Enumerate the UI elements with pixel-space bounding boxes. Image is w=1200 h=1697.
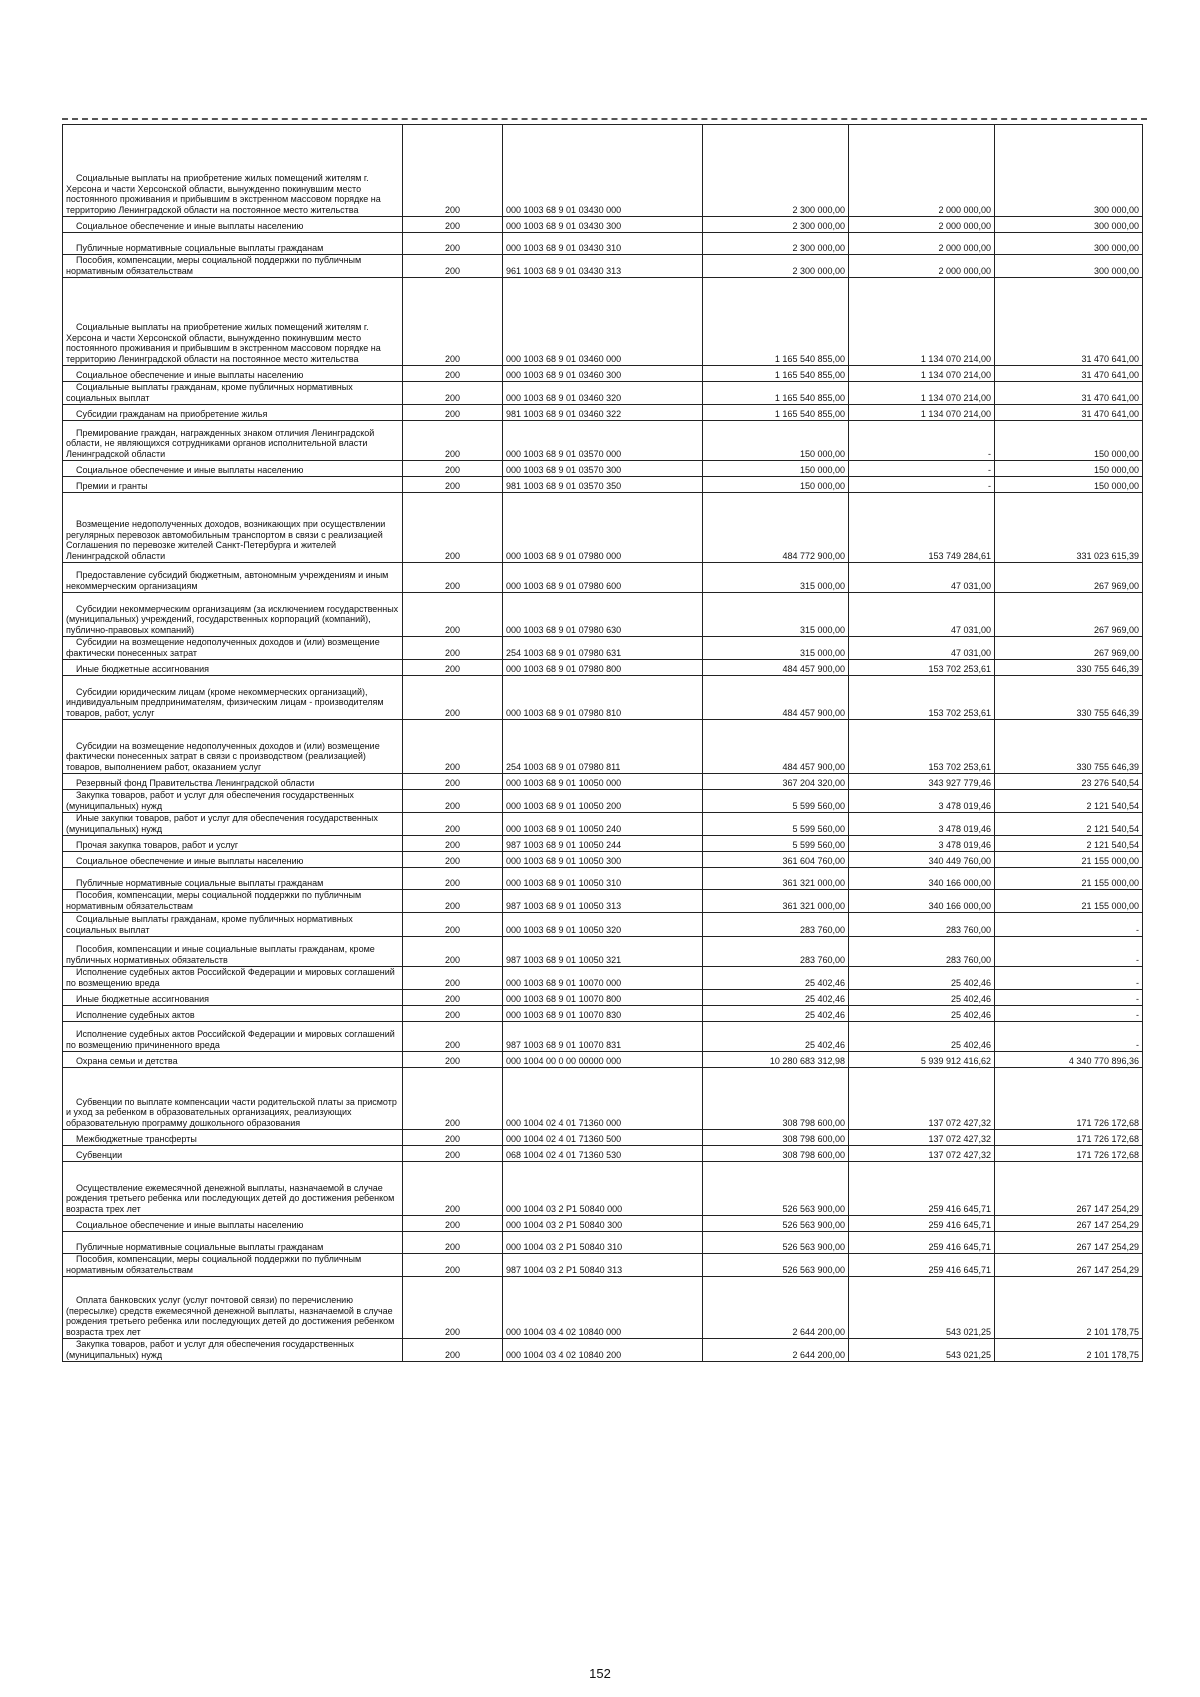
- classification-code-cell: 000 1004 03 4 02 10840 000: [503, 1277, 703, 1339]
- classification-code-cell: 000 1004 03 2 P1 50840 310: [503, 1232, 703, 1254]
- approved-amount-cell: 10 280 683 312,98: [703, 1052, 849, 1068]
- unexecuted-amount-cell: -: [995, 967, 1143, 990]
- unexecuted-amount-cell: 331 023 615,39: [995, 493, 1143, 563]
- approved-amount-cell: 367 204 320,00: [703, 774, 849, 790]
- approved-amount-cell: 25 402,46: [703, 1022, 849, 1052]
- classification-code-cell: 981 1003 68 9 01 03460 322: [503, 405, 703, 421]
- table-row: [63, 660, 1143, 676]
- row-name-cell: Осуществление ежемесячной денежной выплаты, назначаемой в случае рождения третьего ребенка или последующих детей до достижения ребенком возраста трех лет: [63, 1162, 403, 1216]
- unexecuted-amount-cell: 21 155 000,00: [995, 890, 1143, 913]
- table-row: [63, 990, 1143, 1006]
- unexecuted-amount-cell: 300 000,00: [995, 233, 1143, 255]
- row-name-cell: Возмещение недополученных доходов, возникающих при осуществлении регулярных перевозок автомобильным транспортом в связи с реализацией Соглашения по перевозке жителей Санкт-Петербурга и жителей Ленинградской области: [63, 493, 403, 563]
- unexecuted-amount-cell: 2 121 540,54: [995, 790, 1143, 813]
- row-name-cell: Субвенции по выплате компенсации части родительской платы за присмотр и уход за ребенком в образовательных организациях, реализующих образовательную программу дошкольного образования: [63, 1068, 403, 1130]
- table-row: [63, 790, 1143, 813]
- row-name-cell: Исполнение судебных актов: [63, 1006, 403, 1022]
- row-name-cell: Иные бюджетные ассигнования: [63, 990, 403, 1006]
- executed-amount-cell: 3 478 019,46: [849, 790, 995, 813]
- row-name-cell: Публичные нормативные социальные выплаты гражданам: [63, 868, 403, 890]
- row-name-cell: Исполнение судебных актов Российской Федерации и мировых соглашений по возмещению причиненного вреда: [63, 1022, 403, 1052]
- approved-amount-cell: 315 000,00: [703, 563, 849, 593]
- executed-amount-cell: 47 031,00: [849, 563, 995, 593]
- approved-amount-cell: 25 402,46: [703, 967, 849, 990]
- row-code-cell: 200: [403, 676, 503, 720]
- executed-amount-cell: 543 021,25: [849, 1339, 995, 1362]
- row-name-cell: Социальное обеспечение и иные выплаты населению: [63, 366, 403, 382]
- unexecuted-amount-cell: 21 155 000,00: [995, 852, 1143, 868]
- row-code-cell: 200: [403, 1339, 503, 1362]
- row-name-cell: Прочая закупка товаров, работ и услуг: [63, 836, 403, 852]
- approved-amount-cell: 1 165 540 855,00: [703, 366, 849, 382]
- row-name-cell: Исполнение судебных актов Российской Федерации и мировых соглашений по возмещению вреда: [63, 967, 403, 990]
- unexecuted-amount-cell: 171 726 172,68: [995, 1068, 1143, 1130]
- executed-amount-cell: 259 416 645,71: [849, 1232, 995, 1254]
- classification-code-cell: 254 1003 68 9 01 07980 811: [503, 720, 703, 774]
- executed-amount-cell: 259 416 645,71: [849, 1162, 995, 1216]
- executed-amount-cell: 153 702 253,61: [849, 720, 995, 774]
- row-code-cell: 200: [403, 217, 503, 233]
- row-name-cell: Межбюджетные трансферты: [63, 1130, 403, 1146]
- unexecuted-amount-cell: 267 969,00: [995, 637, 1143, 660]
- row-code-cell: 200: [403, 1146, 503, 1162]
- row-code-cell: 200: [403, 477, 503, 493]
- classification-code-cell: 000 1003 68 9 01 10070 800: [503, 990, 703, 1006]
- unexecuted-amount-cell: 23 276 540,54: [995, 774, 1143, 790]
- unexecuted-amount-cell: 31 470 641,00: [995, 382, 1143, 405]
- row-code-cell: 200: [403, 125, 503, 217]
- approved-amount-cell: 315 000,00: [703, 637, 849, 660]
- unexecuted-amount-cell: 330 755 646,39: [995, 660, 1143, 676]
- executed-amount-cell: 2 000 000,00: [849, 255, 995, 278]
- row-code-cell: 200: [403, 890, 503, 913]
- unexecuted-amount-cell: 330 755 646,39: [995, 720, 1143, 774]
- executed-amount-cell: 153 749 284,61: [849, 493, 995, 563]
- executed-amount-cell: 259 416 645,71: [849, 1216, 995, 1232]
- approved-amount-cell: 5 599 560,00: [703, 813, 849, 836]
- row-code-cell: 200: [403, 421, 503, 461]
- table-row: [63, 593, 1143, 637]
- row-name-cell: Оплата банковских услуг (услуг почтовой связи) по перечислению (пересылке) средств ежемесячной денежной выплаты, назначаемой в случае рождения третьего ребенка или последующих детей до достижения ребенком возраста трех лет: [63, 1277, 403, 1339]
- row-name-cell: Социальные выплаты гражданам, кроме публичных нормативных социальных выплат: [63, 382, 403, 405]
- row-code-cell: 200: [403, 382, 503, 405]
- classification-code-cell: 000 1003 68 9 01 07980 000: [503, 493, 703, 563]
- row-name-cell: Резервный фонд Правительства Ленинградской области: [63, 774, 403, 790]
- classification-code-cell: 000 1003 68 9 01 10050 200: [503, 790, 703, 813]
- row-code-cell: 200: [403, 493, 503, 563]
- approved-amount-cell: 2 300 000,00: [703, 125, 849, 217]
- unexecuted-amount-cell: 267 147 254,29: [995, 1232, 1143, 1254]
- row-code-cell: 200: [403, 1216, 503, 1232]
- unexecuted-amount-cell: 300 000,00: [995, 255, 1143, 278]
- row-name-cell: Субсидии юридическим лицам (кроме некоммерческих организаций), индивидуальным предпринимателям, физическим лицам - производителям товаров, работ, услуг: [63, 676, 403, 720]
- table-row: [63, 774, 1143, 790]
- table-row: [63, 1052, 1143, 1068]
- row-name-cell: Премирование граждан, награжденных знаком отличия Ленинградской области, не являющихся сотрудниками органов исполнительной власти Ленинградской области: [63, 421, 403, 461]
- classification-code-cell: 987 1003 68 9 01 10050 313: [503, 890, 703, 913]
- classification-code-cell: 000 1004 03 4 02 10840 200: [503, 1339, 703, 1362]
- unexecuted-amount-cell: 330 755 646,39: [995, 676, 1143, 720]
- row-name-cell: Пособия, компенсации, меры социальной поддержки по публичным нормативным обязательствам: [63, 255, 403, 278]
- row-name-cell: Субсидии гражданам на приобретение жилья: [63, 405, 403, 421]
- approved-amount-cell: 526 563 900,00: [703, 1254, 849, 1277]
- table-row: [63, 1146, 1143, 1162]
- classification-code-cell: 000 1003 68 9 01 10070 000: [503, 967, 703, 990]
- table-row: [63, 967, 1143, 990]
- row-code-cell: 200: [403, 913, 503, 937]
- classification-code-cell: 987 1003 68 9 01 10070 831: [503, 1022, 703, 1052]
- classification-code-cell: 254 1003 68 9 01 07980 631: [503, 637, 703, 660]
- row-code-cell: 200: [403, 836, 503, 852]
- classification-code-cell: 000 1003 68 9 01 07980 600: [503, 563, 703, 593]
- unexecuted-amount-cell: 267 147 254,29: [995, 1162, 1143, 1216]
- table-row: [63, 421, 1143, 461]
- executed-amount-cell: 47 031,00: [849, 637, 995, 660]
- approved-amount-cell: 1 165 540 855,00: [703, 405, 849, 421]
- classification-code-cell: 000 1003 68 9 01 10050 300: [503, 852, 703, 868]
- row-code-cell: 200: [403, 461, 503, 477]
- table-row: [63, 890, 1143, 913]
- budget-execution-table: [62, 124, 1143, 1362]
- executed-amount-cell: 3 478 019,46: [849, 836, 995, 852]
- unexecuted-amount-cell: 31 470 641,00: [995, 366, 1143, 382]
- executed-amount-cell: 153 702 253,61: [849, 660, 995, 676]
- table-row: [63, 366, 1143, 382]
- row-name-cell: Субсидии на возмещение недополученных доходов и (или) возмещение фактически понесенных затрат: [63, 637, 403, 660]
- executed-amount-cell: 1 134 070 214,00: [849, 366, 995, 382]
- classification-code-cell: 000 1003 68 9 01 03460 000: [503, 278, 703, 366]
- row-name-cell: Публичные нормативные социальные выплаты гражданам: [63, 1232, 403, 1254]
- approved-amount-cell: 25 402,46: [703, 990, 849, 1006]
- approved-amount-cell: 1 165 540 855,00: [703, 382, 849, 405]
- table-row: [63, 1216, 1143, 1232]
- unexecuted-amount-cell: 31 470 641,00: [995, 405, 1143, 421]
- table-row: [63, 233, 1143, 255]
- approved-amount-cell: 2 300 000,00: [703, 233, 849, 255]
- unexecuted-amount-cell: 171 726 172,68: [995, 1146, 1143, 1162]
- table-row: [63, 1339, 1143, 1362]
- row-name-cell: Социальные выплаты на приобретение жилых помещений жителям г. Херсона и части Херсонской области, вынужденно покинувшим место постоянного проживания и прибывшим в экстренном массовом порядке на территорию Ленинградской области на постоянное место жительства: [63, 278, 403, 366]
- table-row: [63, 937, 1143, 967]
- classification-code-cell: 000 1003 68 9 01 03430 310: [503, 233, 703, 255]
- approved-amount-cell: 25 402,46: [703, 1006, 849, 1022]
- approved-amount-cell: 315 000,00: [703, 593, 849, 637]
- approved-amount-cell: 484 457 900,00: [703, 720, 849, 774]
- approved-amount-cell: 150 000,00: [703, 421, 849, 461]
- row-name-cell: Охрана семьи и детства: [63, 1052, 403, 1068]
- classification-code-cell: 987 1004 03 2 P1 50840 313: [503, 1254, 703, 1277]
- row-code-cell: 200: [403, 1162, 503, 1216]
- table-row: [63, 1130, 1143, 1146]
- approved-amount-cell: 150 000,00: [703, 461, 849, 477]
- classification-code-cell: 000 1003 68 9 01 10050 310: [503, 868, 703, 890]
- classification-code-cell: 000 1003 68 9 01 10050 320: [503, 913, 703, 937]
- table-row: [63, 1068, 1143, 1130]
- row-code-cell: 200: [403, 660, 503, 676]
- row-code-cell: 200: [403, 1254, 503, 1277]
- row-name-cell: Закупка товаров, работ и услуг для обеспечения государственных (муниципальных) нужд: [63, 790, 403, 813]
- table-row: [63, 836, 1143, 852]
- row-code-cell: 200: [403, 637, 503, 660]
- classification-code-cell: 000 1003 68 9 01 07980 800: [503, 660, 703, 676]
- row-code-cell: 200: [403, 1130, 503, 1146]
- classification-code-cell: 000 1004 00 0 00 00000 000: [503, 1052, 703, 1068]
- unexecuted-amount-cell: 300 000,00: [995, 217, 1143, 233]
- table-row: [63, 1277, 1143, 1339]
- table-row: [63, 637, 1143, 660]
- row-name-cell: Иные бюджетные ассигнования: [63, 660, 403, 676]
- table-row: [63, 1006, 1143, 1022]
- row-code-cell: 200: [403, 1052, 503, 1068]
- row-name-cell: Субвенции: [63, 1146, 403, 1162]
- executed-amount-cell: 25 402,46: [849, 990, 995, 1006]
- executed-amount-cell: 2 000 000,00: [849, 125, 995, 217]
- row-code-cell: 200: [403, 990, 503, 1006]
- row-code-cell: 200: [403, 967, 503, 990]
- row-name-cell: Иные закупки товаров, работ и услуг для обеспечения государственных (муниципальных) нужд: [63, 813, 403, 836]
- row-code-cell: 200: [403, 1232, 503, 1254]
- unexecuted-amount-cell: 267 147 254,29: [995, 1216, 1143, 1232]
- row-code-cell: 200: [403, 366, 503, 382]
- row-name-cell: Социальное обеспечение и иные выплаты населению: [63, 217, 403, 233]
- unexecuted-amount-cell: -: [995, 937, 1143, 967]
- approved-amount-cell: 484 772 900,00: [703, 493, 849, 563]
- executed-amount-cell: 137 072 427,32: [849, 1130, 995, 1146]
- table-row: [63, 217, 1143, 233]
- executed-amount-cell: 1 134 070 214,00: [849, 278, 995, 366]
- row-name-cell: Субсидии на возмещение недополученных доходов и (или) возмещение фактически понесенных затрат в связи с производством (реализацией) товаров, выполнением работ, оказанием услуг: [63, 720, 403, 774]
- row-code-cell: 200: [403, 852, 503, 868]
- table-row: [63, 1022, 1143, 1052]
- unexecuted-amount-cell: 21 155 000,00: [995, 868, 1143, 890]
- approved-amount-cell: 150 000,00: [703, 477, 849, 493]
- unexecuted-amount-cell: 150 000,00: [995, 461, 1143, 477]
- table-row: [63, 676, 1143, 720]
- approved-amount-cell: 484 457 900,00: [703, 660, 849, 676]
- executed-amount-cell: 340 166 000,00: [849, 890, 995, 913]
- table-row: [63, 382, 1143, 405]
- row-name-cell: Пособия, компенсации, меры социальной поддержки по публичным нормативным обязательствам: [63, 890, 403, 913]
- page-number: 152: [589, 1666, 611, 1681]
- approved-amount-cell: 361 321 000,00: [703, 868, 849, 890]
- unexecuted-amount-cell: 2 101 178,75: [995, 1277, 1143, 1339]
- row-name-cell: Социальные выплаты на приобретение жилых помещений жителям г. Херсона и части Херсонской области, вынужденно покинувшим место постоянного проживания и прибывшим в экстренном массовом порядке на территорию Ленинградской области на постоянное место жительства: [63, 125, 403, 217]
- classification-code-cell: 000 1003 68 9 01 03570 000: [503, 421, 703, 461]
- unexecuted-amount-cell: 2 101 178,75: [995, 1339, 1143, 1362]
- classification-code-cell: 068 1004 02 4 01 71360 530: [503, 1146, 703, 1162]
- row-code-cell: 200: [403, 278, 503, 366]
- classification-code-cell: 000 1003 68 9 01 07980 630: [503, 593, 703, 637]
- classification-code-cell: 000 1003 68 9 01 03460 300: [503, 366, 703, 382]
- unexecuted-amount-cell: 150 000,00: [995, 421, 1143, 461]
- executed-amount-cell: -: [849, 477, 995, 493]
- table-row: [63, 913, 1143, 937]
- executed-amount-cell: 543 021,25: [849, 1277, 995, 1339]
- classification-code-cell: 987 1003 68 9 01 10050 244: [503, 836, 703, 852]
- executed-amount-cell: 283 760,00: [849, 913, 995, 937]
- approved-amount-cell: 484 457 900,00: [703, 676, 849, 720]
- table-row: [63, 477, 1143, 493]
- executed-amount-cell: 1 134 070 214,00: [849, 405, 995, 421]
- approved-amount-cell: 283 760,00: [703, 913, 849, 937]
- row-code-cell: 200: [403, 1277, 503, 1339]
- executed-amount-cell: 25 402,46: [849, 1006, 995, 1022]
- row-code-cell: 200: [403, 868, 503, 890]
- row-code-cell: 200: [403, 563, 503, 593]
- table-row: [63, 563, 1143, 593]
- executed-amount-cell: 1 134 070 214,00: [849, 382, 995, 405]
- row-code-cell: 200: [403, 790, 503, 813]
- approved-amount-cell: 2 644 200,00: [703, 1277, 849, 1339]
- table-row: [63, 493, 1143, 563]
- approved-amount-cell: 283 760,00: [703, 937, 849, 967]
- table-row: [63, 720, 1143, 774]
- approved-amount-cell: 1 165 540 855,00: [703, 278, 849, 366]
- row-name-cell: Социальное обеспечение и иные выплаты населению: [63, 1216, 403, 1232]
- executed-amount-cell: 5 939 912 416,62: [849, 1052, 995, 1068]
- executed-amount-cell: 340 166 000,00: [849, 868, 995, 890]
- unexecuted-amount-cell: 31 470 641,00: [995, 278, 1143, 366]
- row-name-cell: Пособия, компенсации, меры социальной поддержки по публичным нормативным обязательствам: [63, 1254, 403, 1277]
- classification-code-cell: 987 1003 68 9 01 10050 321: [503, 937, 703, 967]
- classification-code-cell: 000 1003 68 9 01 10050 000: [503, 774, 703, 790]
- unexecuted-amount-cell: 267 969,00: [995, 563, 1143, 593]
- executed-amount-cell: 25 402,46: [849, 1022, 995, 1052]
- table-row: [63, 461, 1143, 477]
- row-name-cell: Публичные нормативные социальные выплаты гражданам: [63, 233, 403, 255]
- table-row: [63, 405, 1143, 421]
- executed-amount-cell: 153 702 253,61: [849, 676, 995, 720]
- unexecuted-amount-cell: 267 969,00: [995, 593, 1143, 637]
- approved-amount-cell: 2 300 000,00: [703, 255, 849, 278]
- executed-amount-cell: 343 927 779,46: [849, 774, 995, 790]
- table-row: [63, 278, 1143, 366]
- row-code-cell: 200: [403, 405, 503, 421]
- classification-code-cell: 000 1004 02 4 01 71360 000: [503, 1068, 703, 1130]
- unexecuted-amount-cell: 150 000,00: [995, 477, 1143, 493]
- approved-amount-cell: 361 604 760,00: [703, 852, 849, 868]
- executed-amount-cell: 283 760,00: [849, 937, 995, 967]
- table-row: [63, 125, 1143, 217]
- approved-amount-cell: 361 321 000,00: [703, 890, 849, 913]
- row-name-cell: Премии и гранты: [63, 477, 403, 493]
- executed-amount-cell: 259 416 645,71: [849, 1254, 995, 1277]
- executed-amount-cell: 2 000 000,00: [849, 233, 995, 255]
- classification-code-cell: 000 1004 03 2 P1 50840 300: [503, 1216, 703, 1232]
- table-row: [63, 868, 1143, 890]
- classification-code-cell: 981 1003 68 9 01 03570 350: [503, 477, 703, 493]
- unexecuted-amount-cell: 4 340 770 896,36: [995, 1052, 1143, 1068]
- unexecuted-amount-cell: 171 726 172,68: [995, 1130, 1143, 1146]
- approved-amount-cell: 5 599 560,00: [703, 836, 849, 852]
- executed-amount-cell: 25 402,46: [849, 967, 995, 990]
- classification-code-cell: 000 1003 68 9 01 03460 320: [503, 382, 703, 405]
- table-row: [63, 852, 1143, 868]
- classification-code-cell: 961 1003 68 9 01 03430 313: [503, 255, 703, 278]
- classification-code-cell: 000 1004 03 2 P1 50840 000: [503, 1162, 703, 1216]
- row-code-cell: 200: [403, 813, 503, 836]
- approved-amount-cell: 2 300 000,00: [703, 217, 849, 233]
- table-row: [63, 813, 1143, 836]
- table-row: [63, 1232, 1143, 1254]
- row-code-cell: 200: [403, 233, 503, 255]
- table-row: [63, 1162, 1143, 1216]
- row-name-cell: Пособия, компенсации и иные социальные выплаты гражданам, кроме публичных нормативных обязательств: [63, 937, 403, 967]
- row-name-cell: Закупка товаров, работ и услуг для обеспечения государственных (муниципальных) нужд: [63, 1339, 403, 1362]
- unexecuted-amount-cell: 2 121 540,54: [995, 813, 1143, 836]
- approved-amount-cell: 5 599 560,00: [703, 790, 849, 813]
- table-body: [63, 125, 1143, 1362]
- executed-amount-cell: 47 031,00: [849, 593, 995, 637]
- row-code-cell: 200: [403, 593, 503, 637]
- unexecuted-amount-cell: 2 121 540,54: [995, 836, 1143, 852]
- row-code-cell: 200: [403, 937, 503, 967]
- row-code-cell: 200: [403, 774, 503, 790]
- classification-code-cell: 000 1003 68 9 01 03430 300: [503, 217, 703, 233]
- top-border-line: [62, 118, 1147, 120]
- row-name-cell: Социальные выплаты гражданам, кроме публичных нормативных социальных выплат: [63, 913, 403, 937]
- executed-amount-cell: 340 449 760,00: [849, 852, 995, 868]
- executed-amount-cell: -: [849, 461, 995, 477]
- row-name-cell: Социальное обеспечение и иные выплаты населению: [63, 461, 403, 477]
- classification-code-cell: 000 1004 02 4 01 71360 500: [503, 1130, 703, 1146]
- classification-code-cell: 000 1003 68 9 01 10070 830: [503, 1006, 703, 1022]
- unexecuted-amount-cell: -: [995, 1022, 1143, 1052]
- row-name-cell: Субсидии некоммерческим организациям (за исключением государственных (муниципальных) учреждений, государственных корпораций (компаний), публично-правовых компаний): [63, 593, 403, 637]
- unexecuted-amount-cell: 267 147 254,29: [995, 1254, 1143, 1277]
- classification-code-cell: 000 1003 68 9 01 10050 240: [503, 813, 703, 836]
- row-code-cell: 200: [403, 1006, 503, 1022]
- table-row: [63, 1254, 1143, 1277]
- classification-code-cell: 000 1003 68 9 01 03570 300: [503, 461, 703, 477]
- table-row: [63, 255, 1143, 278]
- unexecuted-amount-cell: -: [995, 913, 1143, 937]
- executed-amount-cell: -: [849, 421, 995, 461]
- approved-amount-cell: 2 644 200,00: [703, 1339, 849, 1362]
- approved-amount-cell: 526 563 900,00: [703, 1232, 849, 1254]
- unexecuted-amount-cell: -: [995, 1006, 1143, 1022]
- approved-amount-cell: 308 798 600,00: [703, 1146, 849, 1162]
- executed-amount-cell: 137 072 427,32: [849, 1146, 995, 1162]
- row-code-cell: 200: [403, 255, 503, 278]
- unexecuted-amount-cell: 300 000,00: [995, 125, 1143, 217]
- approved-amount-cell: 308 798 600,00: [703, 1130, 849, 1146]
- approved-amount-cell: 526 563 900,00: [703, 1162, 849, 1216]
- classification-code-cell: 000 1003 68 9 01 03430 000: [503, 125, 703, 217]
- unexecuted-amount-cell: -: [995, 990, 1143, 1006]
- row-code-cell: 200: [403, 1022, 503, 1052]
- row-name-cell: Социальное обеспечение и иные выплаты населению: [63, 852, 403, 868]
- row-name-cell: Предоставление субсидий бюджетным, автономным учреждениям и иным некоммерческим организациям: [63, 563, 403, 593]
- executed-amount-cell: 2 000 000,00: [849, 217, 995, 233]
- row-code-cell: 200: [403, 720, 503, 774]
- row-code-cell: 200: [403, 1068, 503, 1130]
- executed-amount-cell: 3 478 019,46: [849, 813, 995, 836]
- executed-amount-cell: 137 072 427,32: [849, 1068, 995, 1130]
- approved-amount-cell: 308 798 600,00: [703, 1068, 849, 1130]
- classification-code-cell: 000 1003 68 9 01 07980 810: [503, 676, 703, 720]
- approved-amount-cell: 526 563 900,00: [703, 1216, 849, 1232]
